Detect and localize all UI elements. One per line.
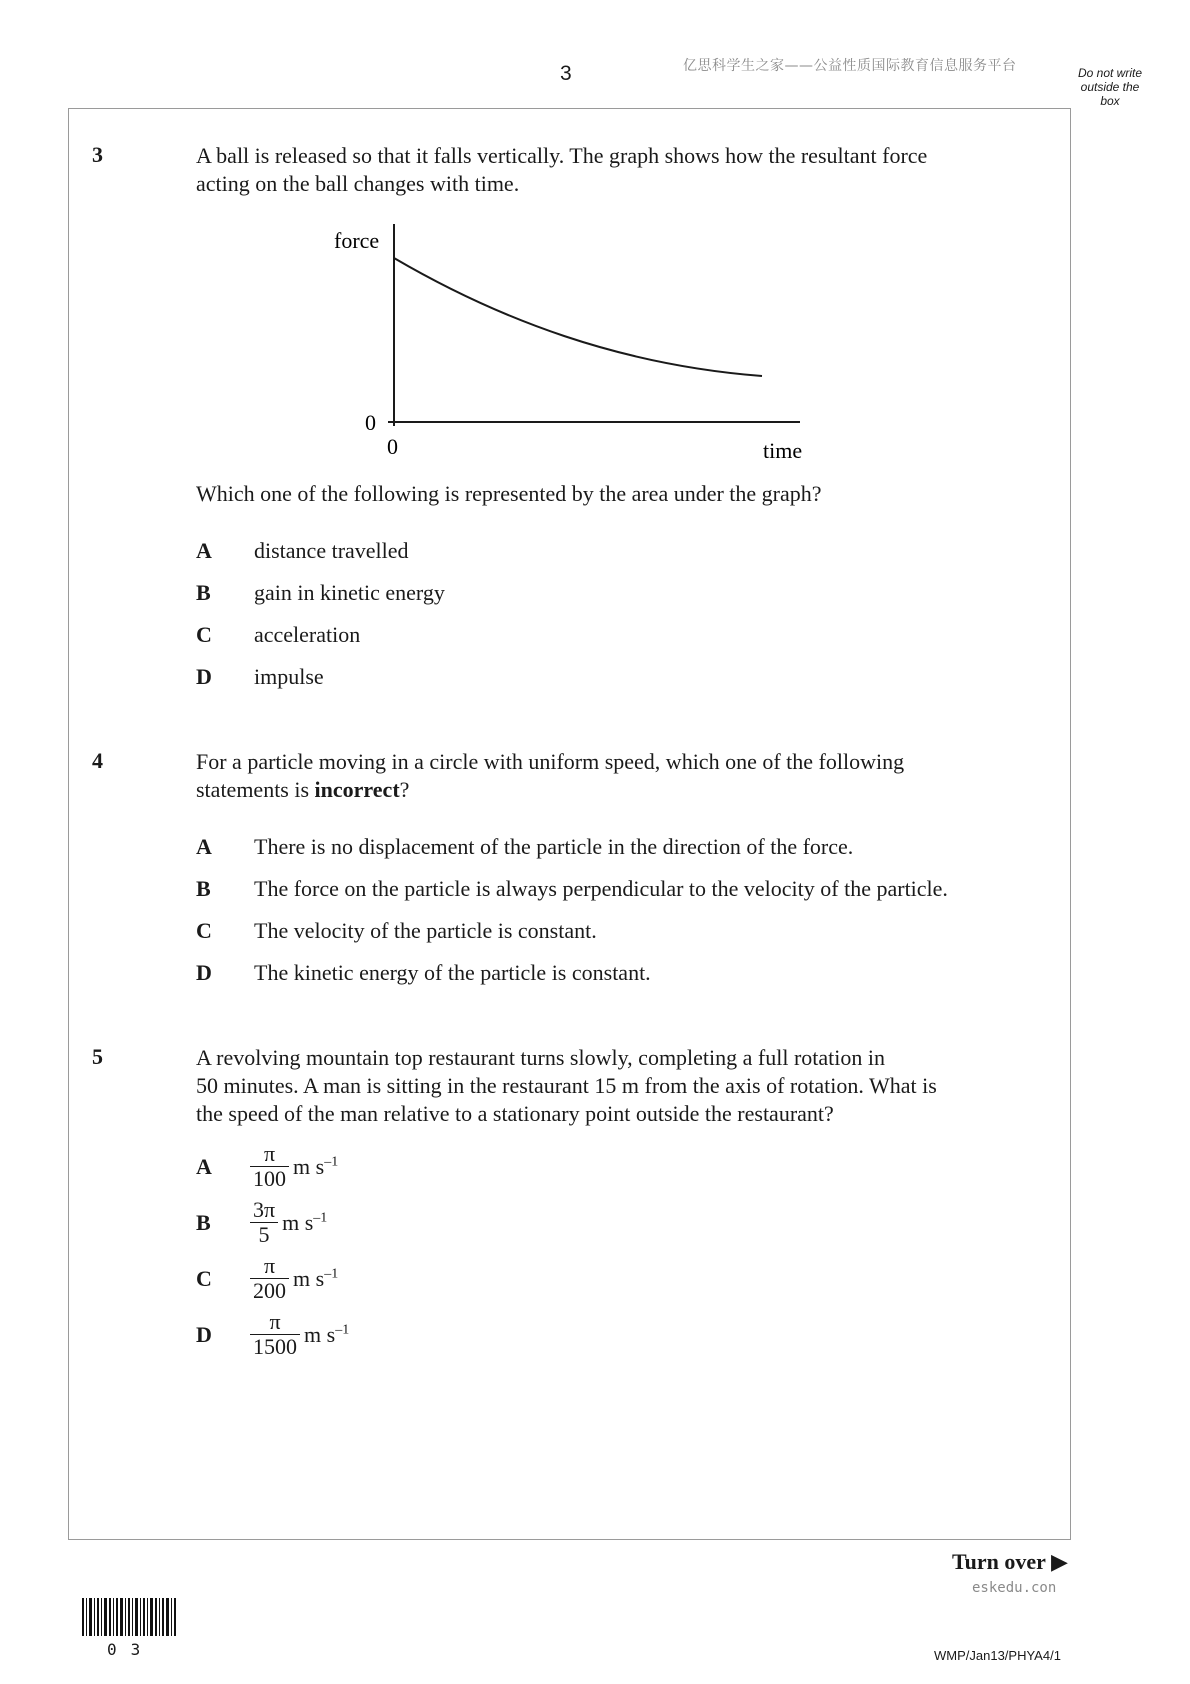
fraction: $\frac{\pi}{1500}$ <box>250 1310 300 1359</box>
option-letter: C <box>196 1266 212 1291</box>
question-number: 5 <box>92 1044 103 1069</box>
unit: m $s^{-1}$ <box>293 1265 339 1291</box>
x-axis-label: time <box>763 438 803 463</box>
question-text-line: 50 minutes. A man is sitting in the restaurant 15 m from the axis of rotation. What is <box>196 1073 937 1098</box>
option-letter: D <box>196 960 212 985</box>
option-letter: C <box>196 622 212 647</box>
option-text: acceleration <box>254 622 361 647</box>
option-fraction-answer <box>250 1254 338 1303</box>
question-text-line: For a particle moving in a circle with uniform speed, which one of the following <box>196 749 905 774</box>
question-number: 4 <box>92 748 103 773</box>
option-text: The velocity of the particle is constant. <box>254 918 597 943</box>
option-fraction-answer <box>250 1198 327 1247</box>
paper-reference: WMP/Jan13/PHYA4/1 <box>934 1648 1061 1663</box>
option-letter: D <box>196 664 212 689</box>
question-text-line: A ball is released so that it falls vertically. The graph shows how the resultant force <box>196 143 928 168</box>
y-origin-label: 0 <box>365 410 376 435</box>
question-prompt: Which one of the following is represented by the area under the graph? <box>196 481 822 506</box>
question-text-line: statements is incorrect? <box>196 777 410 802</box>
fraction: $\frac{\pi}{100}$ <box>250 1142 289 1191</box>
option-text: The kinetic energy of the particle is constant. <box>254 960 651 985</box>
option-text: There is no displacement of the particle in the direction of the force. <box>254 834 854 859</box>
question-number: 3 <box>92 142 103 167</box>
y-axis-label: force <box>334 228 380 253</box>
option-fraction-answer <box>250 1142 338 1191</box>
question-text-line: acting on the ball changes with time. <box>196 171 520 196</box>
site-watermark: eskedu.con <box>972 1580 1057 1596</box>
option-text: impulse <box>254 664 324 689</box>
option-text: distance travelled <box>254 538 409 563</box>
option-letter: A <box>196 538 212 563</box>
emphasis-word: incorrect <box>314 777 400 802</box>
x-origin-label: 0 <box>387 434 398 459</box>
unit: m $s^{-1}$ <box>293 1153 339 1179</box>
option-letter: B <box>196 580 211 605</box>
fraction: $\frac{3\pi}{5}$ <box>250 1198 278 1247</box>
question-text-line: A revolving mountain top restaurant turns slowly, completing a full rotation in <box>196 1045 886 1070</box>
option-letter: C <box>196 918 212 943</box>
force-curve <box>394 258 762 376</box>
barcode-icon <box>82 1598 178 1636</box>
option-letter: A <box>196 1154 212 1179</box>
option-fraction-answer <box>250 1310 349 1359</box>
option-text: gain in kinetic energy <box>254 580 445 605</box>
option-letter: A <box>196 834 212 859</box>
unit: m $s^{-1}$ <box>282 1209 328 1235</box>
turn-over-label: Turn over ▶ <box>952 1549 1068 1574</box>
option-letter: B <box>196 876 211 901</box>
fraction: $\frac{\pi}{200}$ <box>250 1254 289 1303</box>
unit: m $s^{-1}$ <box>304 1321 350 1347</box>
option-text: The force on the particle is always perpendicular to the velocity of the particle. <box>254 876 948 901</box>
margin-note: Do not write outside the box <box>1077 66 1143 108</box>
page-number: 3 <box>560 62 572 85</box>
option-letter: B <box>196 1210 211 1235</box>
option-letter: D <box>196 1322 212 1347</box>
watermark-text: 亿思科学生之家——公益性质国际教育信息服务平台 <box>683 58 1017 74</box>
barcode-number: 03 <box>107 1640 155 1659</box>
force-time-graph <box>300 210 840 470</box>
question-text-line: the speed of the man relative to a stationary point outside the restaurant? <box>196 1101 834 1126</box>
